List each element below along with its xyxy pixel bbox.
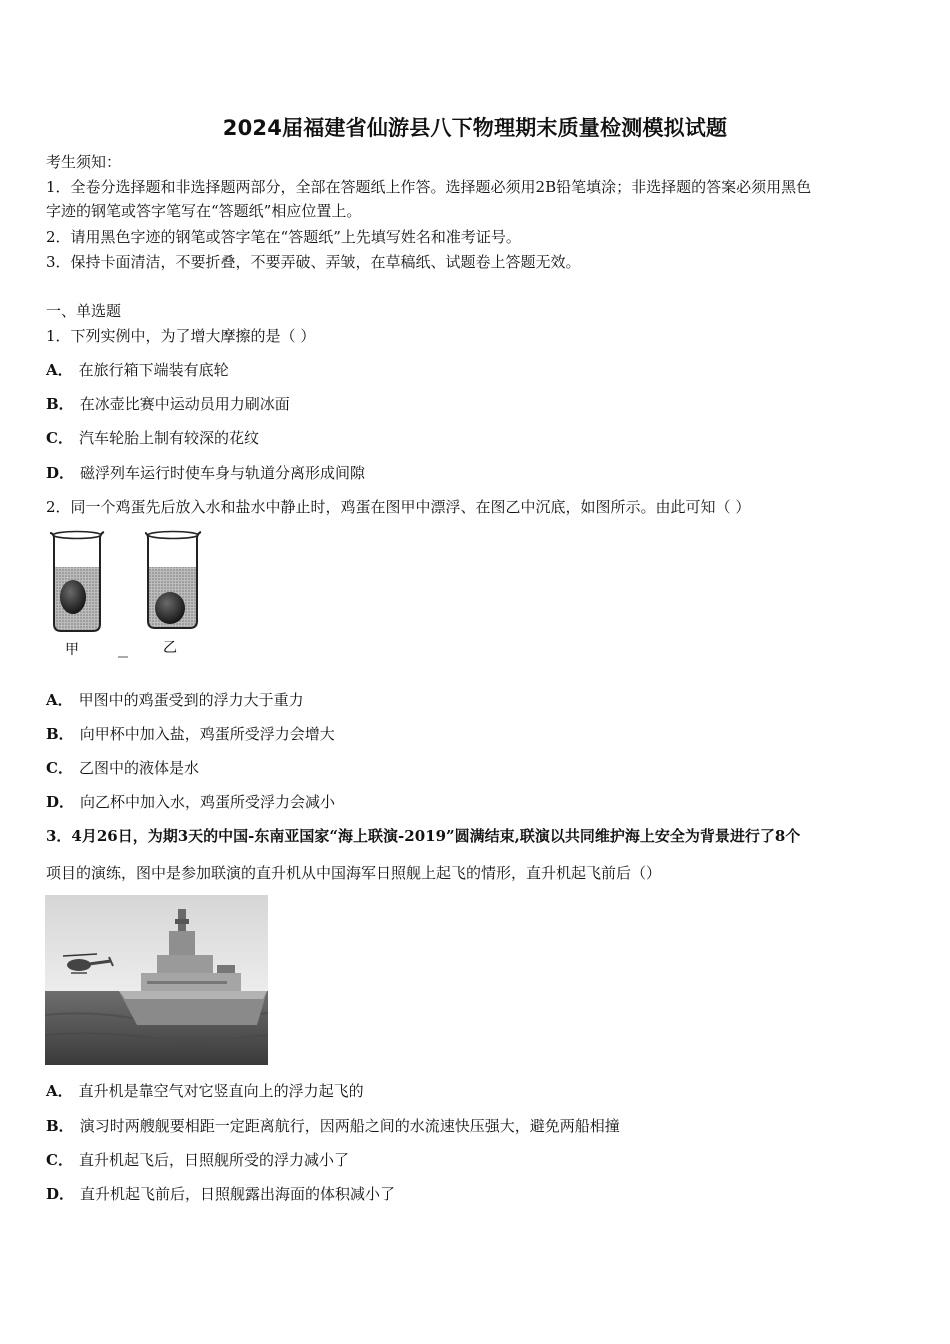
option-label: B． bbox=[46, 395, 74, 413]
question-1-option-b[interactable] bbox=[46, 394, 290, 414]
question-3-stem-continued: 项目的演练，图中是参加联演的直升机从中国海军日照舰上起飞的情形，直升机起飞前后（） bbox=[46, 864, 662, 882]
option-label: D． bbox=[46, 464, 75, 482]
option-label: A． bbox=[46, 691, 73, 709]
question-1-option-c[interactable] bbox=[46, 428, 259, 448]
option-text: 磁浮列车运行时使车身与轨道分离形成间隙 bbox=[80, 464, 366, 482]
option-text: 在冰壶比赛中运动员用力刷冰面 bbox=[79, 395, 290, 413]
option-label: C． bbox=[46, 429, 73, 447]
section-heading: 一、单选题 bbox=[46, 302, 122, 320]
option-label: B． bbox=[46, 725, 74, 743]
option-text: 向乙杯中加入水，鸡蛋所受浮力会减小 bbox=[80, 793, 336, 811]
question-3-option-c[interactable] bbox=[46, 1150, 349, 1170]
question-3-option-b[interactable] bbox=[46, 1116, 620, 1136]
option-text: 在旅行箱下端装有底轮 bbox=[78, 361, 229, 379]
option-label: A． bbox=[46, 1082, 73, 1100]
beaker-yi bbox=[145, 532, 201, 629]
option-label: D． bbox=[46, 793, 75, 811]
question-3-option-d[interactable] bbox=[46, 1184, 395, 1204]
notice-item: 字迹的钢笔或答字笔写在“答题纸”相应位置上。 bbox=[46, 202, 362, 220]
question-3-option-a[interactable] bbox=[46, 1081, 364, 1101]
beaker-jia bbox=[50, 532, 104, 632]
notice-item: 1．全卷分选择题和非选择题两部分，全部在答题纸上作答。选择题必须用2B铅笔填涂；非选择题的答案必须用黑色 bbox=[46, 178, 812, 196]
figure-label-jia: 甲 bbox=[65, 642, 79, 658]
option-text: 直升机起飞前后，日照舰露出海面的体积减小了 bbox=[80, 1185, 396, 1203]
figure-label-yi: 乙 bbox=[163, 640, 177, 656]
egg-floating bbox=[60, 580, 86, 614]
question-2-stem: 2．同一个鸡蛋先后放入水和盐水中静止时，鸡蛋在图甲中漂浮、在图乙中沉底，如图所示。由此可知（ ） bbox=[46, 498, 751, 516]
option-label: A． bbox=[46, 361, 73, 379]
option-text: 向甲杯中加入盐，鸡蛋所受浮力会增大 bbox=[79, 725, 335, 743]
question-1-stem: 1．下列实例中，为了增大摩擦的是（ ） bbox=[46, 327, 316, 345]
question-2-option-d[interactable] bbox=[46, 792, 335, 812]
question-1-option-d[interactable] bbox=[46, 463, 365, 483]
notice-item: 2．请用黑色字迹的钢笔或答字笔在“答题纸”上先填写姓名和准考证号。 bbox=[46, 228, 521, 246]
notice-item: 3．保持卡面清洁，不要折叠，不要弄破、弄皱，在草稿纸、试题卷上答题无效。 bbox=[46, 253, 581, 271]
beaker-figure bbox=[44, 527, 214, 662]
egg-sunk bbox=[155, 592, 185, 624]
option-text: 直升机是靠空气对它竖直向上的浮力起飞的 bbox=[78, 1082, 364, 1100]
question-2-option-b[interactable] bbox=[46, 724, 335, 744]
question-2-option-c[interactable] bbox=[46, 758, 199, 778]
notice-heading: 考生须知： bbox=[46, 153, 122, 171]
option-text: 演习时两艘舰要相距一定距离航行，因两船之间的水流速快压强大，避免两船相撞 bbox=[79, 1117, 620, 1135]
question-3-stem: 3．4月26日，为期3天的中国-东南亚国家“海上联演-2019”圆满结束,联演以共同维护海上安全为背景进行了8个 bbox=[46, 827, 801, 845]
warship-helicopter-photo bbox=[45, 895, 268, 1065]
option-label: B． bbox=[46, 1117, 74, 1135]
option-text: 甲图中的鸡蛋受到的浮力大于重力 bbox=[78, 691, 304, 709]
option-text: 乙图中的液体是水 bbox=[78, 759, 199, 777]
option-label: C． bbox=[46, 1151, 73, 1169]
option-text: 直升机起飞后，日照舰所受的浮力减小了 bbox=[78, 1151, 349, 1169]
option-label: C． bbox=[46, 759, 73, 777]
question-1-option-a[interactable] bbox=[46, 360, 229, 380]
question-2-option-a[interactable] bbox=[46, 690, 304, 710]
option-label: D． bbox=[46, 1185, 75, 1203]
option-text: 汽车轮胎上制有较深的花纹 bbox=[78, 429, 259, 447]
page-title: 2024届福建省仙游县八下物理期末质量检测模拟试题 bbox=[222, 116, 728, 140]
